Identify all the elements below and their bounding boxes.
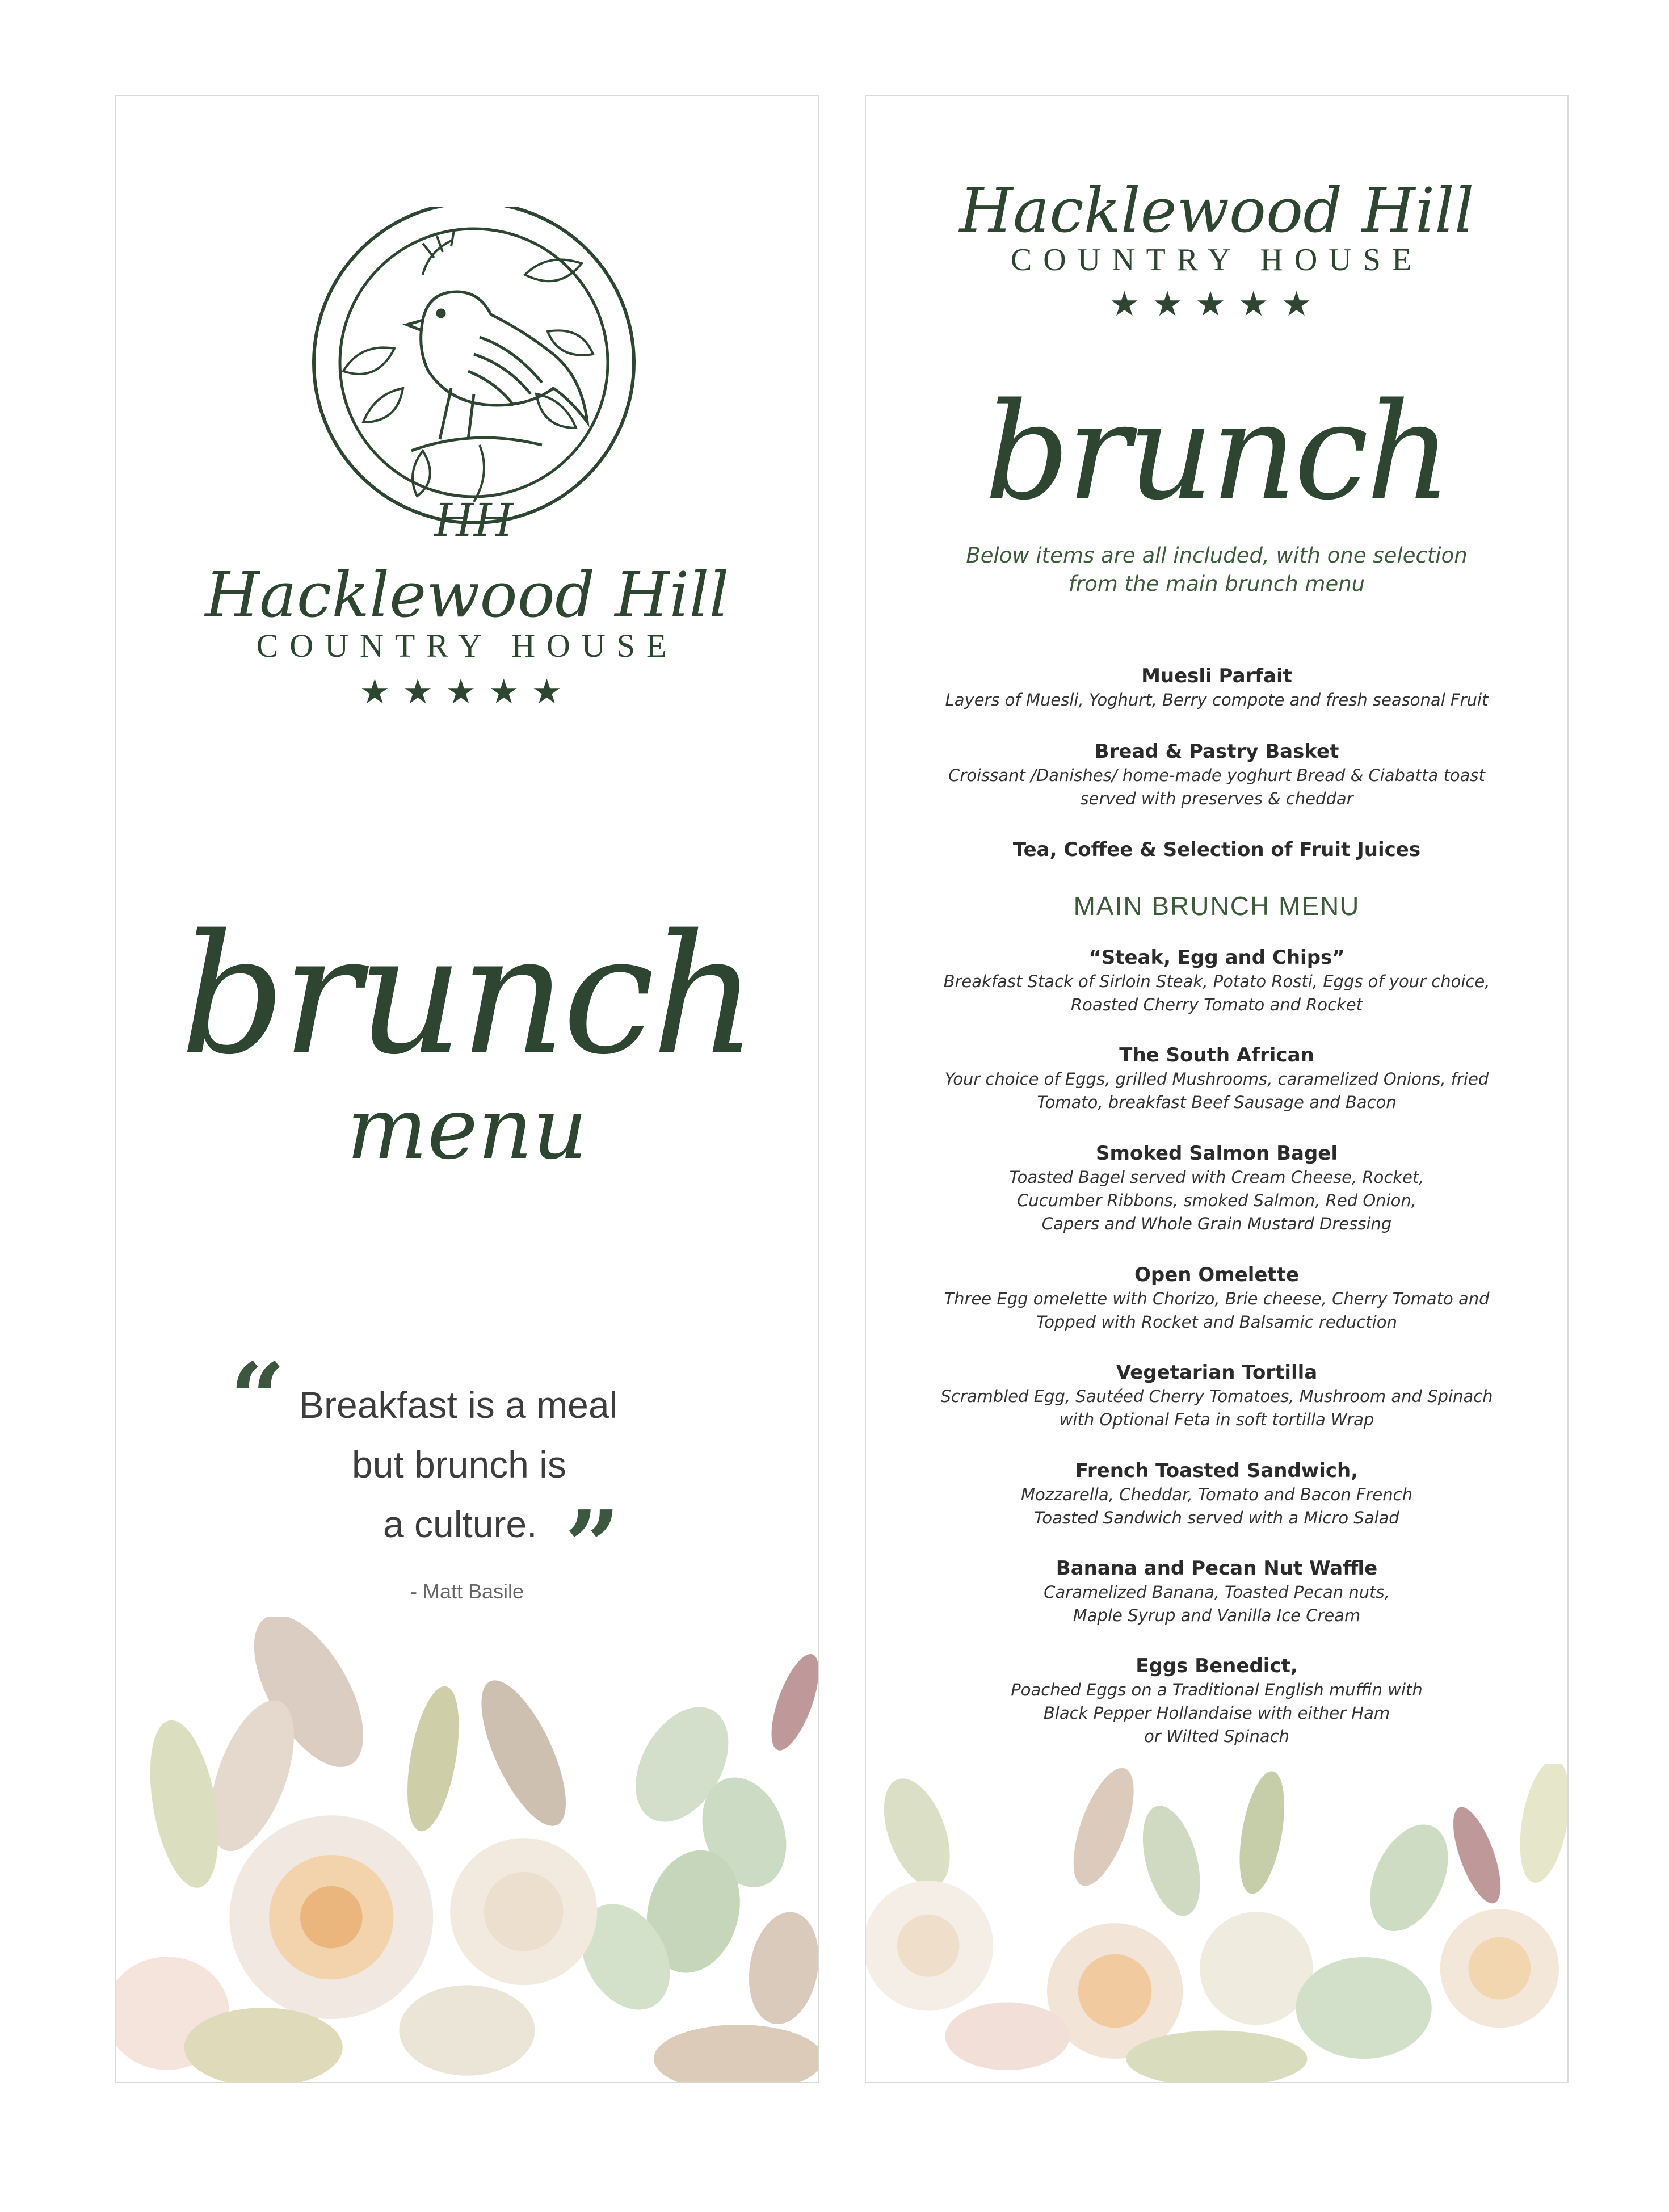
intro-line: from the main brunch menu [1068,572,1365,596]
item-name: Bread & Pastry Basket [1094,740,1339,763]
quote-author: - Matt Basile [410,1580,524,1603]
menu-item [866,1262,1567,1334]
menu-item [866,1360,1567,1432]
item-description: Maple Syrup and Vanilla Ice Cream [1073,1606,1361,1625]
menu-title: brunch [984,375,1449,530]
menu-item [866,1458,1567,1530]
item-description: with Optional Feta in soft tortilla Wrap [1059,1410,1374,1429]
monogram-text: HH [434,494,514,547]
item-name: Banana and Pecan Nut Waffle [1056,1557,1378,1580]
item-name: French Toasted Sandwich, [1075,1459,1359,1482]
section-title: MAIN BRUNCH MENU [1073,891,1360,921]
cover-title: brunch [180,900,754,1091]
item-name: Open Omelette [1134,1264,1299,1286]
floral-border-illustration [866,1764,1567,2082]
item-description: Roasted Cherry Tomato and Rocket [1070,995,1363,1014]
menu-item [866,1043,1567,1114]
menu-item [866,1556,1567,1627]
item-description: Caramelized Banana, Toasted Pecan nuts, [1044,1583,1390,1602]
bird-emblem-logo [309,207,638,547]
item-description: Poached Eggs on a Traditional English muffin with [1011,1680,1423,1699]
item-description: Your choice of Eggs, grilled Mushrooms, caramelized Onions, fried [944,1069,1489,1089]
item-name: The South African [1119,1044,1314,1067]
star-rating: ★★★★★ [1109,284,1325,324]
menu-cover-card [115,95,819,2083]
item-name: Eggs Benedict, [1136,1655,1298,1677]
menu-intro [866,542,1567,598]
brand-name: Hacklewood Hill [959,175,1474,246]
item-name: Tea, Coffee & Selection of Fruit Juices [1012,838,1421,861]
quote-line: Breakfast is a meal [299,1384,618,1426]
menu-items-card [865,95,1569,2083]
star-rating: ★★★★★ [359,672,575,712]
floral-border-illustration [116,1617,818,2082]
item-description: Black Pepper Hollandaise with either Ham [1043,1703,1390,1723]
item-description: Three Egg omelette with Chorizo, Brie cheese, Cherry Tomato and [944,1289,1490,1308]
menu-item [866,945,1567,1017]
item-name: “Steak, Egg and Chips” [1088,946,1345,969]
item-description: Toasted Bagel served with Cream Cheese, Rocket, [1009,1168,1424,1187]
item-name: Smoked Salmon Bagel [1095,1142,1338,1165]
menu-item [866,739,1567,811]
item-description: Cucumber Ribbons, smoked Salmon, Red Onion, [1017,1191,1416,1210]
item-name: Vegetarian Tortilla [1116,1361,1318,1384]
brand-subtitle: COUNTRY HOUSE [1010,242,1423,278]
item-name: Muesli Parfait [1141,665,1292,687]
item-description: Breakfast Stack of Sirloin Steak, Potato Rosti, Eggs of your choice, [943,972,1490,991]
item-description: Tomato, breakfast Beef Sausage and Bacon [1037,1093,1397,1112]
menu-item [866,1653,1567,1748]
item-description: Toasted Sandwich served with a Micro Salad [1034,1508,1399,1527]
quote-line: a culture. [383,1503,537,1545]
item-description: served with preserves & cheddar [1080,789,1353,808]
menu-item [866,664,1567,712]
menu-item [866,837,1567,862]
cover-subtitle: menu [346,1080,588,1178]
close-quote-icon: ” [565,1489,620,1603]
quote-line: but brunch is [352,1443,566,1485]
item-description: Croissant /Danishes/ home-made yoghurt Bread & Ciabatta toast [948,766,1485,785]
menu-item [866,1141,1567,1236]
item-description: Scrambled Egg, Sautéed Cherry Tomatoes, Mushroom and Spinach [940,1387,1493,1406]
item-description: or Wilted Spinach [1144,1727,1289,1746]
item-description: Capers and Whole Grain Mustard Dressing [1041,1214,1392,1233]
brand-subtitle: COUNTRY HOUSE [256,627,678,664]
intro-line: Below items are all included, with one selection [966,543,1468,568]
item-description: Topped with Rocket and Balsamic reduction [1036,1312,1397,1332]
item-description: Layers of Muesli, Yoghurt, Berry compote and fresh seasonal Fruit [945,690,1489,710]
brand-name: Hacklewood Hill [205,559,729,631]
item-description: Mozzarella, Cheddar, Tomato and Bacon French [1021,1485,1412,1504]
open-quote-icon: “ [230,1342,285,1455]
